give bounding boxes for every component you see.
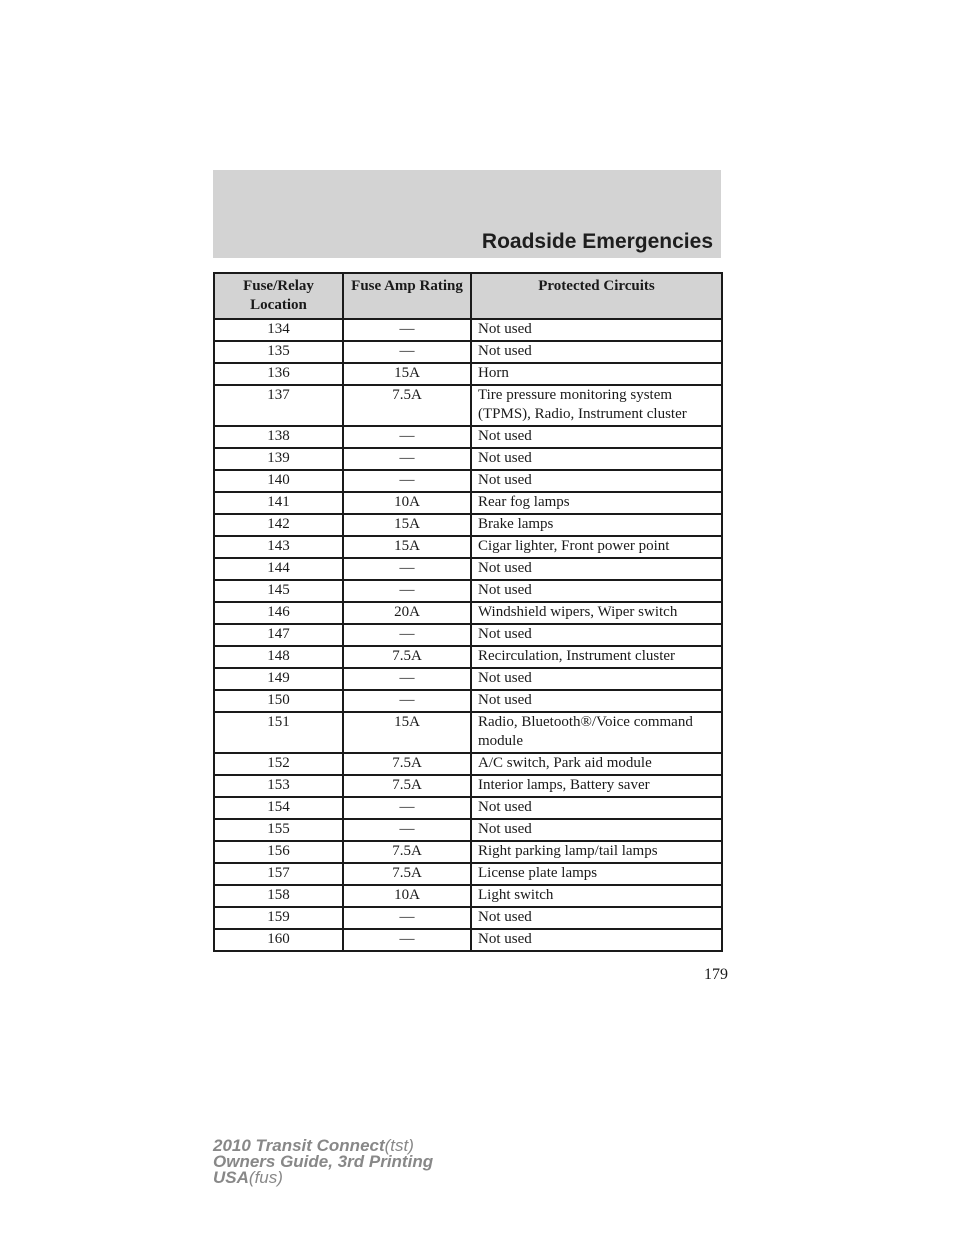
cell-location: 141: [214, 492, 343, 514]
table-row: [214, 775, 722, 797]
cell-protected-circuits: Cigar lighter, Front power point: [471, 536, 722, 558]
cell-amp-rating: 7.5A: [343, 863, 471, 885]
cell-protected-circuits: Not used: [471, 580, 722, 602]
footer-model: 2010 Transit Connect: [213, 1136, 385, 1155]
cell-location: 146: [214, 602, 343, 624]
cell-location: 137: [214, 385, 343, 426]
table-row: [214, 470, 722, 492]
cell-location: 156: [214, 841, 343, 863]
table-row: [214, 668, 722, 690]
footer-line-3: [213, 1170, 433, 1186]
cell-protected-circuits: Rear fog lamps: [471, 492, 722, 514]
table-row: [214, 448, 722, 470]
cell-amp-rating: 7.5A: [343, 385, 471, 426]
table-row: [214, 646, 722, 668]
cell-amp-rating: 7.5A: [343, 646, 471, 668]
table-row: [214, 385, 722, 426]
cell-amp-rating: 15A: [343, 536, 471, 558]
cell-amp-rating: 10A: [343, 492, 471, 514]
table-row: [214, 907, 722, 929]
cell-protected-circuits: Not used: [471, 341, 722, 363]
cell-amp-rating: 20A: [343, 602, 471, 624]
table-row: [214, 624, 722, 646]
table-header-row: [214, 273, 722, 319]
table-body: [214, 319, 722, 951]
cell-location: 140: [214, 470, 343, 492]
cell-location: 160: [214, 929, 343, 951]
table-row: [214, 514, 722, 536]
cell-amp-rating: 7.5A: [343, 775, 471, 797]
table-row: [214, 819, 722, 841]
cell-protected-circuits: A/C switch, Park aid module: [471, 753, 722, 775]
cell-location: 144: [214, 558, 343, 580]
table-row: [214, 841, 722, 863]
cell-amp-rating: —: [343, 668, 471, 690]
cell-location: 149: [214, 668, 343, 690]
cell-location: 143: [214, 536, 343, 558]
cell-protected-circuits: Interior lamps, Battery saver: [471, 775, 722, 797]
cell-protected-circuits: Not used: [471, 907, 722, 929]
footer: [213, 1138, 433, 1186]
cell-amp-rating: —: [343, 690, 471, 712]
table-row: [214, 426, 722, 448]
footer-market-code: (fus): [248, 1168, 283, 1187]
cell-protected-circuits: Radio, Bluetooth®/Voice command module: [471, 712, 722, 753]
cell-location: 145: [214, 580, 343, 602]
cell-location: 135: [214, 341, 343, 363]
table-row: [214, 712, 722, 753]
table-row: [214, 602, 722, 624]
table-row: [214, 319, 722, 341]
cell-amp-rating: 15A: [343, 712, 471, 753]
cell-amp-rating: —: [343, 341, 471, 363]
table-row: [214, 885, 722, 907]
table-row: [214, 929, 722, 951]
table-row: [214, 492, 722, 514]
cell-protected-circuits: Not used: [471, 558, 722, 580]
cell-location: 154: [214, 797, 343, 819]
cell-location: 138: [214, 426, 343, 448]
cell-location: 152: [214, 753, 343, 775]
cell-amp-rating: 10A: [343, 885, 471, 907]
cell-protected-circuits: Not used: [471, 690, 722, 712]
column-header-location: Fuse/Relay Location: [214, 273, 343, 319]
table-row: [214, 690, 722, 712]
cell-location: 150: [214, 690, 343, 712]
cell-amp-rating: —: [343, 319, 471, 341]
cell-amp-rating: —: [343, 580, 471, 602]
footer-market: USA: [213, 1168, 249, 1187]
cell-protected-circuits: Not used: [471, 448, 722, 470]
cell-protected-circuits: Not used: [471, 319, 722, 341]
column-header-amp-rating: Fuse Amp Rating: [343, 273, 471, 319]
cell-protected-circuits: Not used: [471, 624, 722, 646]
cell-amp-rating: —: [343, 558, 471, 580]
page-number: 179: [704, 966, 728, 983]
cell-location: 147: [214, 624, 343, 646]
cell-protected-circuits: Light switch: [471, 885, 722, 907]
cell-location: 139: [214, 448, 343, 470]
cell-protected-circuits: Not used: [471, 668, 722, 690]
cell-location: 159: [214, 907, 343, 929]
section-title: Roadside Emergencies: [481, 230, 713, 253]
cell-amp-rating: —: [343, 470, 471, 492]
footer-line-2: Owners Guide, 3rd Printing: [213, 1152, 434, 1171]
cell-location: 153: [214, 775, 343, 797]
table-row: [214, 341, 722, 363]
table-row: [214, 580, 722, 602]
cell-amp-rating: —: [343, 907, 471, 929]
cell-amp-rating: —: [343, 426, 471, 448]
cell-location: 158: [214, 885, 343, 907]
cell-location: 134: [214, 319, 343, 341]
table-row: [214, 363, 722, 385]
cell-protected-circuits: Recirculation, Instrument cluster: [471, 646, 722, 668]
cell-protected-circuits: Not used: [471, 470, 722, 492]
cell-protected-circuits: Windshield wipers, Wiper switch: [471, 602, 722, 624]
table-row: [214, 558, 722, 580]
table-row: [214, 863, 722, 885]
cell-amp-rating: —: [343, 929, 471, 951]
fuse-table: [213, 272, 723, 952]
cell-location: 136: [214, 363, 343, 385]
cell-protected-circuits: Tire pressure monitoring system (TPMS), Radio, Instrument cluster: [471, 385, 722, 426]
cell-protected-circuits: Not used: [471, 797, 722, 819]
cell-protected-circuits: Right parking lamp/tail lamps: [471, 841, 722, 863]
section-header-band: [213, 170, 721, 258]
cell-amp-rating: —: [343, 819, 471, 841]
cell-amp-rating: —: [343, 797, 471, 819]
cell-protected-circuits: Not used: [471, 819, 722, 841]
cell-protected-circuits: Brake lamps: [471, 514, 722, 536]
column-header-protected-circuits: Protected Circuits: [471, 273, 722, 319]
cell-amp-rating: 7.5A: [343, 841, 471, 863]
cell-amp-rating: 15A: [343, 363, 471, 385]
cell-amp-rating: 15A: [343, 514, 471, 536]
table-row: [214, 797, 722, 819]
table-row: [214, 753, 722, 775]
cell-location: 151: [214, 712, 343, 753]
cell-amp-rating: —: [343, 624, 471, 646]
cell-amp-rating: 7.5A: [343, 753, 471, 775]
cell-location: 142: [214, 514, 343, 536]
table-row: [214, 536, 722, 558]
cell-protected-circuits: Horn: [471, 363, 722, 385]
cell-protected-circuits: Not used: [471, 426, 722, 448]
cell-amp-rating: —: [343, 448, 471, 470]
cell-location: 155: [214, 819, 343, 841]
cell-location: 157: [214, 863, 343, 885]
cell-protected-circuits: License plate lamps: [471, 863, 722, 885]
cell-location: 148: [214, 646, 343, 668]
cell-protected-circuits: Not used: [471, 929, 722, 951]
footer-model-code: (tst): [384, 1136, 414, 1155]
